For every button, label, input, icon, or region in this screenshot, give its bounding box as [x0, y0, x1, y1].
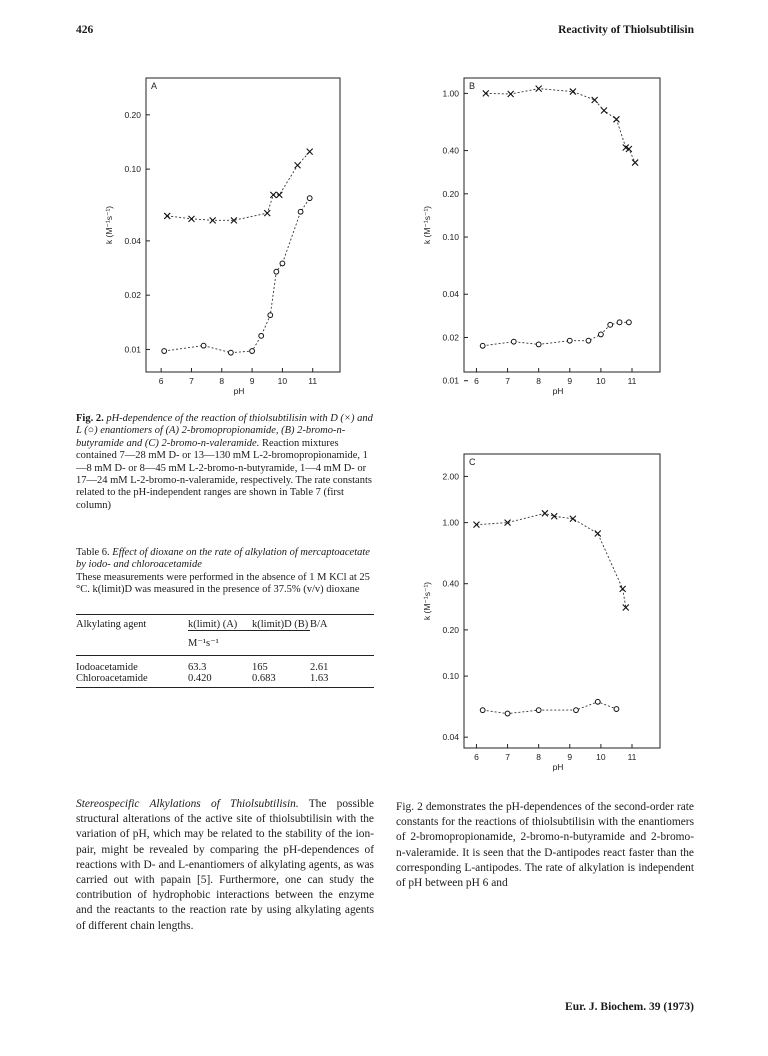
y-tick-label: 0.01 — [124, 344, 141, 355]
y-tick-label: 1.00 — [442, 88, 459, 99]
plot-frame — [464, 78, 660, 372]
y-axis-label: k (M⁻¹s⁻¹) — [422, 205, 432, 245]
x-tick-label: 7 — [189, 376, 194, 386]
x-tick-label: 6 — [474, 752, 479, 762]
data-point-circle — [598, 332, 603, 337]
data-point-cross — [483, 90, 489, 96]
table-cell: 0.683 — [252, 673, 276, 684]
data-point-circle — [595, 699, 600, 704]
table-header-agent: Alkylating agent — [76, 619, 147, 630]
y-tick-label: 0.10 — [124, 164, 141, 175]
data-point-cross — [188, 216, 194, 222]
data-point-cross — [473, 522, 479, 528]
data-point-circle — [480, 708, 485, 713]
data-point-circle — [280, 261, 285, 266]
y-tick-label: 0.20 — [442, 624, 459, 635]
data-point-circle — [574, 708, 579, 713]
data-point-circle — [268, 313, 273, 318]
y-tick-label: 0.10 — [442, 671, 459, 682]
table-cell: 63.3 — [188, 662, 207, 673]
data-point-cross — [270, 192, 276, 198]
data-point-circle — [307, 196, 312, 201]
y-tick-label: 0.04 — [442, 289, 459, 300]
journal-footer: Eur. J. Biochem. 39 (1973) — [565, 1001, 694, 1013]
data-point-circle — [201, 343, 206, 348]
data-point-cross — [536, 86, 542, 92]
data-point-circle — [228, 350, 233, 355]
data-point-cross — [295, 162, 301, 168]
y-tick-label: 0.40 — [442, 578, 459, 589]
panel-label: A — [151, 81, 158, 91]
y-tick-label: 0.04 — [124, 235, 141, 246]
x-tick-label: 10 — [596, 376, 606, 386]
panel-label: B — [469, 81, 476, 91]
data-point-circle — [536, 342, 541, 347]
data-point-circle — [614, 707, 619, 712]
data-point-circle — [536, 708, 541, 713]
figure-caption — [76, 413, 376, 512]
x-axis-label: pH — [552, 762, 564, 772]
series-line-x — [167, 152, 310, 221]
x-tick-label: 7 — [505, 376, 510, 386]
chart-panel-b — [422, 78, 660, 396]
y-tick-label: 1.00 — [442, 517, 459, 528]
x-tick-label: 9 — [567, 752, 573, 762]
data-point-circle — [617, 320, 622, 325]
series-line-x — [486, 89, 635, 163]
series-line-x — [476, 513, 625, 607]
table-cell: 0.420 — [188, 673, 212, 684]
x-tick-label: 11 — [627, 752, 637, 762]
data-point-circle — [586, 338, 591, 343]
data-point-cross — [508, 91, 514, 97]
y-axis-label: k (M⁻¹s⁻¹) — [104, 205, 114, 245]
table-caption-lead: Table 6. — [76, 547, 110, 558]
data-point-circle — [162, 349, 167, 354]
data-point-cross — [595, 530, 601, 536]
body-text-left — [76, 797, 374, 934]
table-cell: 1.63 — [310, 673, 329, 684]
running-title: Reactivity of Thiolsubtilisin — [558, 24, 694, 36]
data-point-cross — [620, 586, 626, 592]
x-tick-label: 9 — [567, 376, 573, 386]
data-point-cross — [542, 510, 548, 516]
table-6 — [76, 614, 374, 688]
y-tick-label: 0.20 — [124, 109, 141, 120]
y-axis-label: k (M⁻¹s⁻¹) — [422, 581, 432, 621]
x-tick-label: 11 — [627, 376, 637, 386]
table-caption-title: Effect of dioxane on the rate of alkylation of mercaptoacetate by iodo- and chloroacetamide — [76, 547, 370, 571]
chart-panel-c — [422, 454, 660, 772]
x-tick-label: 6 — [158, 376, 164, 386]
x-axis-label: pH — [233, 386, 245, 396]
table-row — [76, 656, 374, 674]
x-tick-label: 8 — [536, 376, 542, 386]
data-point-cross — [210, 217, 216, 223]
data-point-circle — [259, 333, 264, 338]
section-heading: Stereospecific Alkylations of Thiolsubtilisin. — [76, 798, 299, 810]
y-tick-label: 0.04 — [442, 732, 459, 743]
x-tick-label: 11 — [308, 376, 318, 386]
table-cell: 2.61 — [310, 662, 329, 673]
table-unit: M⁻¹s⁻¹ — [188, 631, 310, 656]
data-point-cross — [307, 149, 313, 155]
data-point-circle — [626, 320, 631, 325]
figure-caption-title: pH-dependence of the reaction of thiolsubtilisin with D (×) and L (○) enantiomers of (A) 2-bromopropionamide, (B) 2-bromo-n-butyramide and (C) 2-bromo-n-valeramide. — [76, 413, 373, 449]
y-tick-label: 0.10 — [442, 232, 459, 243]
body-paragraph-left: The possible structural alterations of the active site of thiolsubtilisin with the variation of pH, which may be related to the stability of the ion-pair, might be revealed by comparing the pH-dependences of reactions with D- and L-enantiomers of alkylating agents, as was carried out with papain [5]. Furthermore, one can study the contribution of hydrophobic interactions between the enzyme and the reactants to the reaction rate by using alkylating agents of different chain lengths. — [76, 798, 374, 932]
body-text-right — [396, 800, 694, 891]
body-paragraph-right: Fig. 2 demonstrates the pH-dependences of the second-order rate constants for the reactions of thiolsubtilisin with the enantiomers of 2-bromopropionamide, 2-bromo-n-butyramide and 2-bromo-n-valeramide. It is seen that the D-antipodes react faster than the corresponding L-antipodes. The rate of alkylation is independent of pH between pH 6 and — [396, 801, 694, 890]
table-header-k-limit-d: k(limit)D (B) — [252, 619, 309, 630]
data-point-cross — [632, 160, 638, 166]
x-tick-label: 10 — [596, 752, 606, 762]
table-row — [76, 673, 374, 688]
data-point-cross — [164, 213, 170, 219]
table-header-ratio: B/A — [310, 619, 328, 630]
y-tick-label: 0.02 — [124, 290, 141, 301]
plot-frame — [146, 78, 340, 372]
y-tick-label: 0.40 — [442, 145, 459, 156]
y-tick-label: 0.01 — [442, 375, 459, 386]
x-tick-label: 6 — [474, 376, 479, 386]
figure-caption-lead: Fig. 2. — [76, 413, 104, 424]
x-tick-label: 8 — [219, 376, 225, 386]
y-tick-label: 2.00 — [442, 471, 459, 482]
plot-frame — [464, 454, 660, 748]
y-tick-label: 0.20 — [442, 188, 459, 199]
chart-panel-a — [104, 78, 340, 396]
data-point-cross — [592, 97, 598, 103]
data-point-cross — [601, 108, 607, 114]
data-point-circle — [298, 209, 303, 214]
data-point-circle — [480, 343, 485, 348]
x-tick-label: 10 — [277, 376, 288, 386]
data-point-circle — [608, 322, 613, 327]
table-caption — [76, 547, 376, 597]
table-cell: Chloroacetamide — [76, 673, 148, 684]
data-point-circle — [511, 339, 516, 344]
data-point-circle — [567, 338, 572, 343]
table-cell: 165 — [252, 662, 268, 673]
x-tick-label: 7 — [505, 752, 510, 762]
x-axis-label: pH — [552, 386, 564, 396]
y-tick-label: 0.02 — [442, 332, 459, 343]
data-point-cross — [613, 116, 619, 122]
table-header-k-limit: k(limit) (A) — [188, 619, 238, 630]
series-line-o — [483, 322, 629, 346]
x-tick-label: 9 — [249, 376, 255, 386]
data-point-circle — [274, 269, 279, 274]
figure-caption-body: Reaction mixtures contained 7—28 mM D- or 13—130 mM L-2-bromopropionamide, 1—8 mM D- or 8—45 mM L-2-bromo-n-butyramide, 1—4 mM D- or 17—24 mM L-2-bromo-n-valeramide, respectively. The rate constants related to the pH-independent ranges are shown in Table 7 (first column) — [76, 437, 372, 511]
data-point-circle — [505, 711, 510, 716]
data-point-cross — [264, 210, 270, 216]
panel-label: C — [469, 457, 476, 467]
table-caption-note: These measurements were performed in the absence of 1 M KCl at 25 °C. k(limit)D was measured in the presence of 37.5% (v/v) dioxane — [76, 571, 370, 596]
data-point-circle — [250, 349, 255, 354]
table-cell: Iodoacetamide — [76, 662, 138, 673]
x-tick-label: 8 — [536, 752, 542, 762]
series-line-o — [164, 198, 310, 353]
page-number: 426 — [76, 24, 94, 36]
